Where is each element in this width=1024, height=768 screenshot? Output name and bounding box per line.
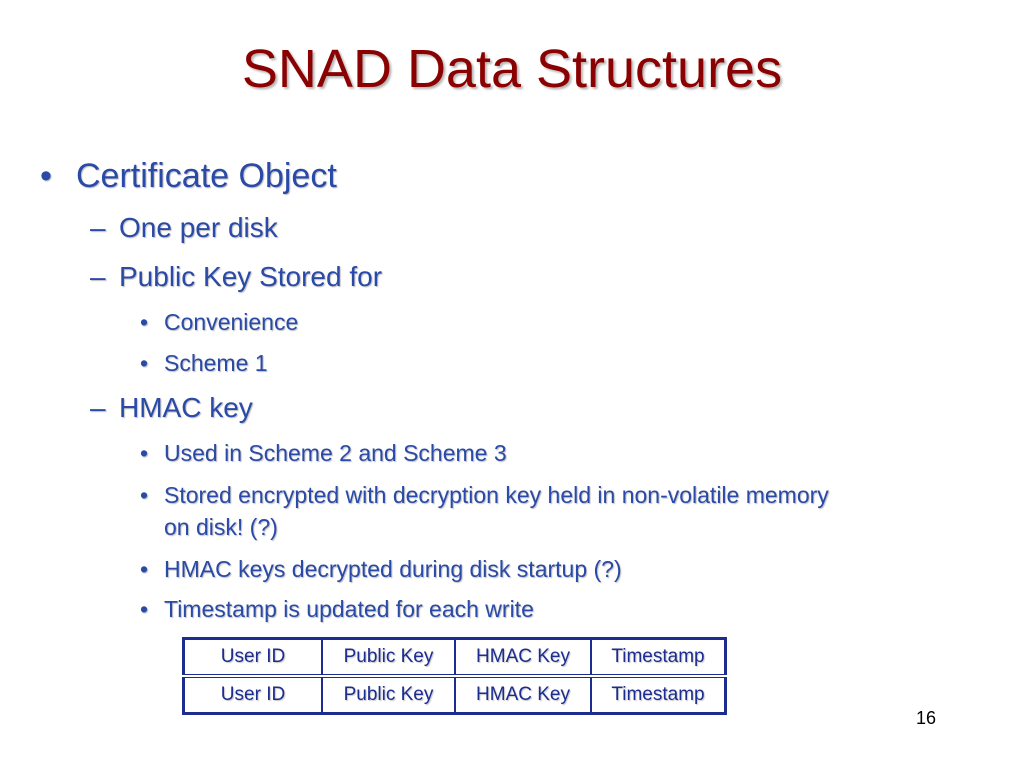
table-cell-hmac-key: HMAC Key [455, 639, 591, 677]
bullet-hmac-keys-decrypted: HMAC keys decrypted during disk startup (?) [164, 556, 622, 582]
bullet-one-per-disk: One per disk [119, 212, 278, 243]
table-cell-hmac-key: HMAC Key [455, 676, 591, 714]
dash-marker: – [90, 392, 106, 423]
dash-marker: – [90, 261, 106, 292]
bullet-used-in-schemes: Used in Scheme 2 and Scheme 3 [164, 440, 507, 466]
certificate-table [182, 637, 727, 715]
table-cell-timestamp: Timestamp [591, 639, 726, 677]
table-row [184, 639, 726, 677]
table-cell-user-id: User ID [184, 639, 323, 677]
bullet-hmac-key: HMAC key [119, 392, 253, 423]
page-number: 16 [915, 708, 937, 728]
bullet-convenience: Convenience [164, 309, 299, 335]
bullet-marker: • [140, 482, 149, 508]
bullet-stored-encrypted: Stored encrypted with decryption key held in non-volatile memory [164, 482, 829, 508]
table-cell-timestamp: Timestamp [591, 676, 726, 714]
bullet-timestamp-updated: Timestamp is updated for each write [164, 596, 534, 622]
dash-marker: – [90, 212, 106, 243]
bullet-scheme-1: Scheme 1 [164, 350, 268, 376]
bullet-certificate-object: Certificate Object [76, 157, 337, 195]
slide-title: SNAD Data Structures [241, 39, 783, 99]
bullet-marker: • [140, 556, 149, 582]
bullet-stored-encrypted-cont: on disk! (?) [164, 514, 278, 540]
table-cell-public-key: Public Key [322, 639, 455, 677]
bullet-marker: • [140, 309, 149, 335]
bullet-public-key-stored: Public Key Stored for [119, 261, 383, 292]
bullet-marker: • [140, 596, 149, 622]
table-cell-public-key: Public Key [322, 676, 455, 714]
bullet-marker: • [140, 440, 149, 466]
table-cell-user-id: User ID [184, 676, 323, 714]
table-row [184, 676, 726, 714]
bullet-marker: • [140, 350, 149, 376]
bullet-marker: • [40, 157, 52, 195]
